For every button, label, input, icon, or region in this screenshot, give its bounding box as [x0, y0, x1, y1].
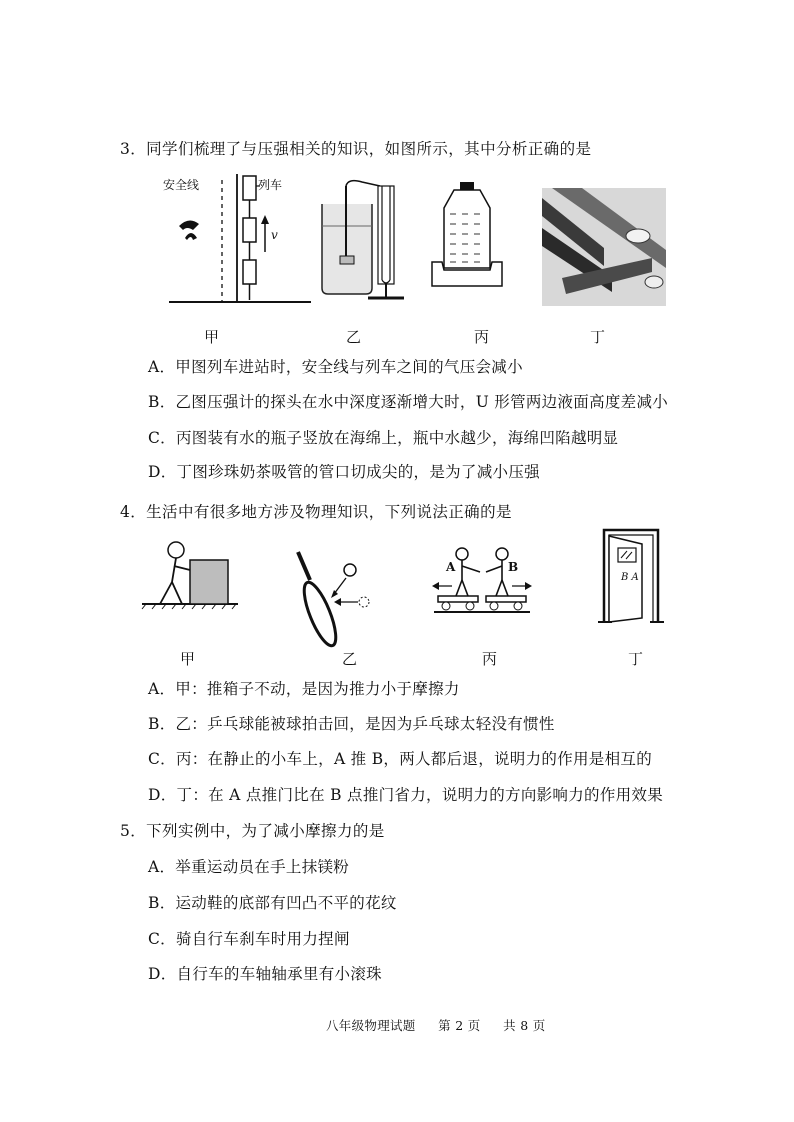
- q4-figure-ding: [596, 526, 668, 626]
- person-a-label: A: [446, 560, 456, 574]
- q5-option-b: B．运动鞋的底部有凹凸不平的花纹: [148, 894, 397, 912]
- q3-caption-jia: 甲: [204, 328, 220, 346]
- person-pushing-box-diagram: [140, 540, 240, 610]
- q3-stem: 3．同学们梳理了与压强相关的知识，如图所示，其中分析正确的是: [120, 140, 592, 158]
- q3-option-b: B．乙图压强计的探头在水中深度逐渐增大时，U 形管两边液面高度差减小: [148, 393, 669, 411]
- q4-option-a: A．甲：推箱子不动，是因为推力小于摩擦力: [148, 680, 460, 698]
- q3-option-c: C．丙图装有水的瓶子竖放在海绵上，瓶中水越少，海绵凹陷越明显: [148, 429, 619, 447]
- q5-option-a: A．举重运动员在手上抹镁粉: [148, 858, 350, 876]
- q4-figure-bing: [432, 542, 532, 617]
- footer-total-pages: 共 8 页: [503, 1018, 546, 1033]
- q4-caption-yi: 乙: [342, 650, 358, 668]
- q4-caption-jia: 甲: [180, 650, 196, 668]
- person-icon: [179, 220, 199, 240]
- q3-figure-bing: [430, 182, 505, 290]
- q3-caption-yi: 乙: [346, 328, 362, 346]
- q3-caption-ding: 丁: [590, 328, 606, 346]
- q4-option-c: C．丙：在静止的小车上，A 推 B，两人都后退，说明力的作用是相互的: [148, 750, 652, 768]
- q5-stem: 5．下列实例中，为了减小摩擦力的是: [120, 822, 385, 840]
- q3-figure-yi: [318, 176, 408, 304]
- q4-figure-jia: [140, 540, 240, 610]
- bottle-on-sponge-diagram: [430, 182, 505, 290]
- pressure-gauge-diagram: [318, 176, 408, 304]
- q3-caption-bing: 丙: [474, 328, 490, 346]
- paddle-ball-diagram: [294, 546, 384, 650]
- page-footer: [326, 1016, 546, 1034]
- q5-option-c: C．骑自行车刹车时用力捏闸: [148, 930, 350, 948]
- q4-caption-ding: 丁: [628, 650, 644, 668]
- q4-caption-bing: 丙: [482, 650, 498, 668]
- q3-figure-jia: [165, 168, 315, 308]
- q3-figure-ding-straws-photo: [542, 188, 666, 306]
- footer-page-number: 第 2 页: [438, 1018, 481, 1033]
- train-label: 列车: [258, 178, 283, 192]
- q4-stem: 4．生活中有很多地方涉及物理知识，下列说法正确的是: [120, 503, 512, 521]
- person-b-label: B: [508, 560, 519, 574]
- q5-option-d: D．自行车的车轴轴承里有小滚珠: [148, 965, 382, 983]
- footer-subject: 八年级物理试题: [326, 1018, 416, 1033]
- people-on-carts-diagram: [432, 542, 532, 617]
- velocity-label: v: [271, 228, 278, 242]
- q4-figure-yi: [294, 546, 384, 650]
- q3-option-a: A．甲图列车进站时，安全线与列车之间的气压会减小: [148, 358, 523, 376]
- q4-option-b: B．乙：乒乓球能被球拍击回，是因为乒乓球太轻没有惯性: [148, 715, 555, 733]
- straws-image: [542, 188, 666, 306]
- q3-option-d: D．丁图珍珠奶茶吸管的管口切成尖的，是为了减小压强: [148, 463, 540, 481]
- door-points-label: B A: [621, 572, 639, 583]
- safety-line-label: 安全线: [163, 178, 200, 192]
- q4-option-d: D．丁：在 A 点推门比在 B 点推门省力，说明力的方向影响力的作用效果: [148, 786, 664, 804]
